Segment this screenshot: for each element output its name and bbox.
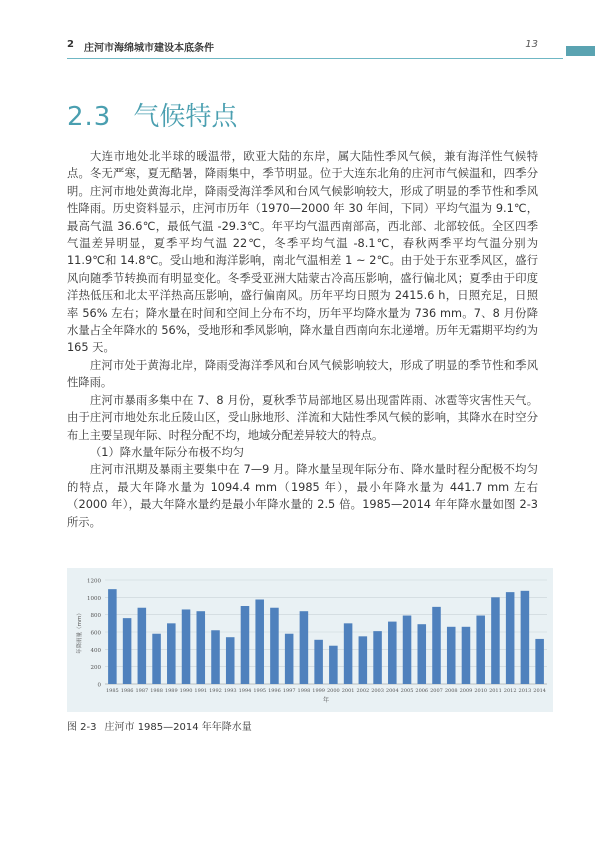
bar [359,636,368,684]
x-tick-label: 2006 [415,688,429,694]
figure-label: 图 2-3 [67,722,97,733]
bar [138,608,147,684]
x-tick-label: 2002 [356,688,370,694]
x-tick-label: 1994 [238,688,252,694]
header-rule [67,58,563,59]
x-axis-title: 年 [322,697,330,704]
y-tick-label: 800 [90,613,101,620]
x-tick-label: 2013 [518,688,532,694]
bar [521,591,530,684]
subheading: （1）降水量年际分布极不均匀 [90,445,245,459]
section-number: 2.3 [67,102,112,132]
bar [344,623,353,684]
x-tick-label: 2003 [371,688,384,694]
bar-chart [67,568,553,712]
x-tick-label: 1992 [209,688,222,694]
x-tick-label: 2009 [459,688,473,694]
paragraph: 庄河市汛期及暴雨主要集中在 7—9 月。降水量呈现年际分布、降水量时程分配极不均匀的特点，最大年降水量为 1094.4 mm（1985 年），最小年降水量为 441.7 mm 左右（2000 年），最大年降水量约是最小年降水量的 2.5 倍。1985—2014 年年降水量如图 2-3 所示。 [67,463,538,529]
y-tick-label: 1000 [87,595,101,602]
x-tick-label: 1998 [297,688,311,694]
section-title: 气候特点 [133,102,238,132]
x-tick-label: 1987 [135,688,149,694]
bar [123,618,132,684]
x-tick-label: 1999 [312,688,326,694]
bar [196,611,205,684]
bar [226,637,235,684]
bar [314,640,323,684]
x-tick-label: 1996 [268,688,281,694]
x-tick-label: 1985 [105,688,119,694]
bar [476,616,485,684]
y-tick-label: 600 [90,630,101,637]
bar [535,639,544,684]
x-tick-label: 2012 [503,688,517,694]
bar [462,627,471,684]
bar [152,634,161,684]
bar [211,630,220,684]
chapter-tab-mark [566,46,595,56]
section-heading [67,96,237,133]
page-number: 13 [525,39,538,50]
x-tick-label: 1991 [194,688,208,694]
bar [182,609,191,684]
bar [285,634,294,684]
y-axis-title: 年降雨量（mm） [77,610,83,654]
x-tick-label: 2004 [385,688,399,694]
body-text [67,148,538,531]
x-tick-label: 1989 [164,688,178,694]
bar [167,623,176,684]
chapter-number: 2 [67,39,74,50]
x-tick-label: 1990 [179,688,193,694]
bar [417,624,426,684]
x-tick-label: 1986 [120,688,134,694]
x-tick-label: 1993 [223,688,237,694]
bar [447,627,456,684]
y-tick-label: 1200 [87,578,101,585]
bar [388,622,397,684]
x-tick-label: 2007 [430,688,443,694]
x-tick-label: 2011 [489,688,502,694]
x-tick-label: 2000 [326,688,340,694]
bar [300,611,309,684]
precipitation-chart [67,568,553,712]
bar [506,592,515,684]
bar [255,600,264,685]
x-tick-label: 2014 [533,688,547,694]
y-tick-label: 200 [90,665,101,672]
bar [329,646,338,684]
running-header [67,38,538,54]
bar [491,597,500,684]
x-tick-label: 2010 [474,688,488,694]
bar [108,589,117,684]
x-tick-label: 2008 [444,688,458,694]
y-tick-label: 400 [90,647,101,654]
x-tick-label: 2005 [400,688,414,694]
chapter-title: 庄河市海绵城市建设本底条件 [84,43,214,54]
bar [241,606,250,684]
x-tick-label: 1995 [253,688,267,694]
x-tick-label: 1988 [150,688,163,694]
bar [270,608,279,684]
bar [432,607,441,684]
x-tick-label: 2001 [341,688,355,694]
x-tick-label: 1997 [282,688,296,694]
y-tick-label: 0 [97,682,101,689]
paragraph: 大连市地处北半球的暖温带，欧亚大陆的东岸，属大陆性季风气候，兼有海洋性气候特点。冬无严寒，夏无酷暑，降雨集中，季节明显。位于大连东北角的庄河市气候温和，四季分明。庄河市地处黄海北岸，降雨受海洋季风和台风气候影响较大，形成了明显的季节性和季风性降雨。历史资料显示，庄河市历年（1970—2000 年 30 年间，下同）平均气温为 9.1℃，最高气温 36.6℃，最低气温 -29.3℃。年平均气温西南部高，西北部、北部较低。全区四季气温差异明显，夏季平均气温 22℃，冬季平均气温 -8.1℃，春秋两季平均气温分别为 11.9℃和 14.8℃。受山地和海洋影响，南北气温相差 1 ~ 2℃。由于处于东亚季风区，盛行风向随季节转换而有明显变化。冬季受亚洲大陆蒙古冷高压影响，盛行偏北风；夏季由于印度洋热低压和北太平洋热高压影响，盛行偏南风。历年平均日照为 2415.6 h，日照充足，日照率 56% 左右；降水量在时间和空间上分布不均，历年平均降水量为 736 mm。7、8 月份降水量占全年降水的 56%，受地形和季风影响，降水量自西南向东北递增。历年无霜期平均约为 165 天。 [67,150,538,355]
figure-caption [67,718,252,733]
paragraph: 庄河市暴雨多集中在 7、8 月份，夏秋季节局部地区易出现雷阵雨、冰雹等灾害性天气。由于庄河市地处东北丘陵山区，受山脉地形、洋流和大陆性季风气候的影响，其降水在时空分布上主要呈现年际、时程分配不均，地域分配差异较大的特点。 [67,393,538,442]
bar [373,631,382,684]
figure-title: 庄河市 1985—2014 年年降水量 [104,722,252,733]
paragraph: 庄河市处于黄海北岸，降雨受海洋季风和台风气候影响较大，形成了明显的季节性和季风性降雨。 [67,358,538,390]
bar [403,616,412,684]
